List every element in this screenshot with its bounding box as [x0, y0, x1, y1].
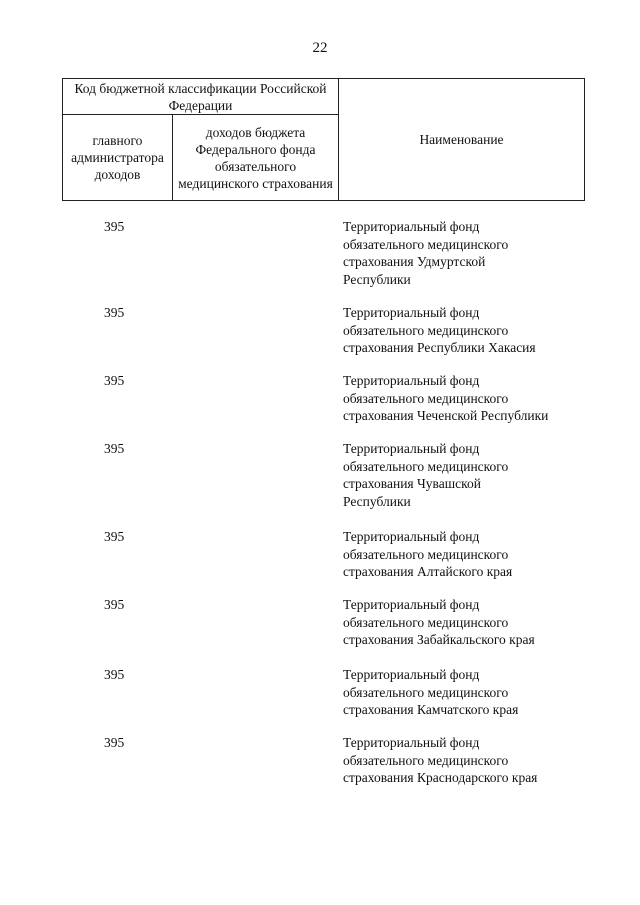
row-name [343, 218, 593, 288]
row-name-line: Территориальный фонд [343, 597, 480, 612]
row-name-line: страхования Чеченской Республики [343, 408, 549, 423]
table-row [0, 596, 640, 649]
row-code: 395 [104, 735, 125, 750]
row-name-line: страхования Камчатского края [343, 702, 519, 717]
row-name-line: страхования Забайкальского края [343, 632, 535, 647]
row-name-line: страхования Удмуртской [343, 254, 486, 269]
row-name-line: страхования Чувашской [343, 476, 481, 491]
row-name-line: Территориальный фонд [343, 735, 480, 750]
row-name [343, 596, 593, 649]
row-code: 395 [104, 597, 125, 612]
row-code: 395 [104, 219, 125, 234]
row-name-line: обязательного медицинского [343, 546, 509, 562]
row-name-line: Территориальный фонд [343, 441, 480, 456]
table-row [0, 528, 640, 581]
header-admin: главного администратора доходов [63, 115, 173, 201]
row-name-line: обязательного медицинского [343, 236, 509, 252]
row-name [343, 528, 593, 581]
row-name [343, 734, 593, 787]
row-name-line: страхования Краснодарского края [343, 770, 538, 785]
table-row [0, 666, 640, 719]
row-name-line: Республики [343, 271, 411, 287]
table-row [0, 372, 640, 425]
row-name-line: обязательного медицинского [343, 684, 509, 700]
row-code: 395 [104, 305, 125, 320]
row-name-line: Территориальный фонд [343, 305, 480, 320]
row-name-line: страхования Алтайского края [343, 564, 513, 579]
row-name [343, 372, 593, 425]
row-name [343, 666, 593, 719]
header-income: доходов бюджета Федерального фонда обязательного медицинского страхования [173, 115, 339, 201]
row-name-line: обязательного медицинского [343, 614, 509, 630]
table-row [0, 304, 640, 357]
row-name-line: обязательного медицинского [343, 390, 509, 406]
row-code: 395 [104, 373, 125, 388]
row-name [343, 440, 593, 510]
row-name-line: Территориальный фонд [343, 667, 480, 682]
header-name: Наименование [339, 79, 585, 201]
row-name-line: Территориальный фонд [343, 373, 480, 388]
header-table [62, 78, 585, 201]
table-row [0, 218, 640, 288]
row-name-line: Территориальный фонд [343, 529, 480, 544]
header-code-group: Код бюджетной классификации Российской Федерации [63, 79, 339, 115]
row-name-line: страхования Республики Хакасия [343, 340, 536, 355]
row-code: 395 [104, 529, 125, 544]
row-name-line: Республики [343, 493, 411, 509]
table-row [0, 440, 640, 510]
table-row [0, 734, 640, 787]
row-name-line: обязательного медицинского [343, 458, 509, 474]
row-code: 395 [104, 667, 125, 682]
row-code: 395 [104, 441, 125, 456]
row-name-line: Территориальный фонд [343, 219, 480, 234]
page-number: 22 [312, 40, 328, 56]
row-name [343, 304, 593, 357]
row-name-line: обязательного медицинского [343, 322, 509, 338]
row-name-line: обязательного медицинского [343, 752, 509, 768]
